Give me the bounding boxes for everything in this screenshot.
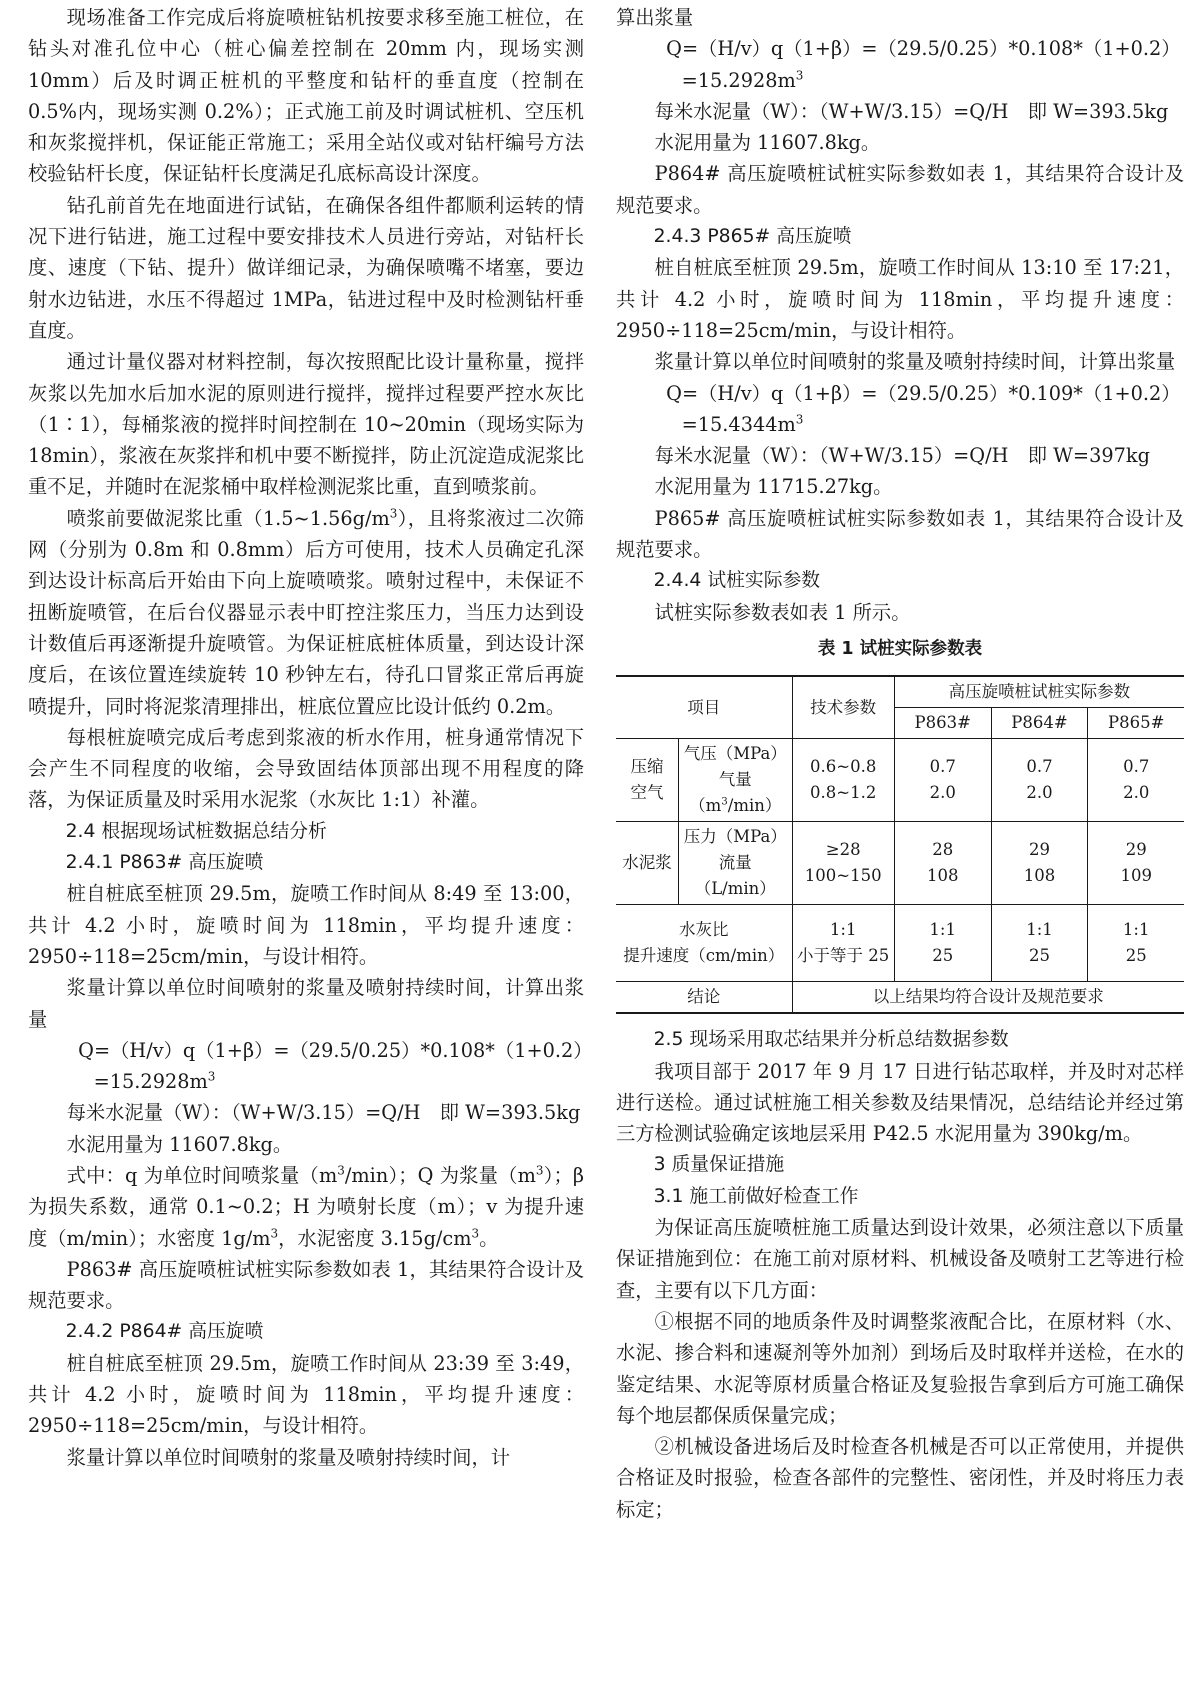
- paragraph: 试桩实际参数表如表 1 所示。: [654, 600, 911, 624]
- table-cell-value: 28 108: [894, 822, 991, 905]
- paragraph: 为保证高压旋喷桩施工质量达到设计效果，必须注意以下质量保证措施到位：在施工前对原材料、机械设备及喷射工艺等进行检查，主要有以下几方面：: [616, 1216, 1184, 1302]
- table-cell-value: 0.7 2.0: [894, 739, 991, 822]
- table-row: [616, 905, 1184, 982]
- formula-result: $=15.2928m^3$: [681, 68, 804, 92]
- subsection-heading: 2.4.1 P863# 高压旋喷: [65, 852, 264, 874]
- table-cell-value: 1:1 25: [1088, 905, 1184, 982]
- table-cell-tech: 0.6~0.8 0.8~1.2: [792, 739, 894, 822]
- section-heading: 3 质量保证措施: [653, 1154, 785, 1176]
- subsection-heading: 2.4.4 试桩实际参数: [653, 570, 821, 592]
- table-cell-value: 0.7 2.0: [1088, 739, 1184, 822]
- formula: 水泥用量为 11607.8kg。: [66, 1132, 293, 1156]
- table-group-label: 压缩 空气: [616, 739, 678, 822]
- table-cell-param: 压力（MPa） 流量（L/min）: [678, 822, 792, 905]
- table-header-item: 项目: [616, 676, 792, 739]
- left-column: [28, 2, 593, 1473]
- paragraph-continuation: 算出浆量: [616, 6, 694, 29]
- subsection-heading: 2.4.3 P865# 高压旋喷: [653, 226, 852, 248]
- table-header-tech: 技术参数: [792, 676, 894, 739]
- table-row: [616, 822, 1184, 905]
- table-header-pile: P864#: [991, 708, 1088, 739]
- formula: Q=（H/v）q（1+β）=（29.5/0.25）*0.108*（1+0.2）: [666, 37, 1181, 61]
- paragraph: 式中：q 为单位时间喷浆量$(m^3/\min)$；Q 为浆量$(m^3)$；β 为损失系数，通常 0.1~0.2；H 为喷射长度（m）；v 为提升速度（m/min）；水密度 $1g/m^3$，水泥密度 $3.15g/cm^3$。: [28, 1163, 584, 1250]
- paragraph: P864# 高压旋喷桩试桩实际参数如表 1，其结果符合设计及规范要求。: [616, 162, 1184, 217]
- table-cell-value: 1:1 25: [991, 905, 1088, 982]
- right-column: [616, 2, 1184, 1525]
- paragraph: 桩自桩底至桩顶 29.5m，旋喷工作时间从 23:39 至 3:49，共计 4.2 小时，旋喷时间为 118min，平均提升速度：2950÷118=25cm/min，与设计相符。: [28, 1351, 584, 1438]
- paragraph: 浆量计算以单位时间喷射的浆量及喷射持续时间，计: [66, 1445, 511, 1469]
- formula: 每米水泥量（W）：（W+W/3.15）=Q/H 即 W=393.5kg: [654, 99, 1169, 123]
- parameter-table: [616, 675, 1184, 1014]
- table-cell-tech: 1:1 小于等于 25: [792, 905, 894, 982]
- table-cell-param: 气压（MPa） 气量$(m^3/\min)$: [678, 739, 792, 822]
- section-heading: 2.5 现场采用取芯结果并分析总结数据参数: [653, 1029, 1009, 1051]
- paragraph: 通过计量仪器对材料控制，每次按照配比设计量称量，搅拌灰浆以先加水后加水泥的原则进行搅拌，搅拌过程要严控水灰比（1∶1），每桶浆液的搅拌时间控制在 10~20min（现场实际为 18min），浆液在灰浆拌和机中要不断搅拌，防止沉淀造成泥浆比重不足，并随时在泥浆桶中取样检测泥浆比重，直到喷浆前。: [28, 350, 584, 499]
- table-cell-value: 29 108: [991, 822, 1088, 905]
- paragraph: ②机械设备进场后及时检查各机械是否可以正常使用，并提供合格证及时报验，检查各部件的完整性、密闭性，并及时将压力表标定；: [616, 1435, 1184, 1521]
- table-group-label: 水泥浆: [616, 822, 678, 905]
- paragraph: 浆量计算以单位时间喷射的浆量及喷射持续时间，计算出浆量: [28, 976, 584, 1031]
- table-cell-value: 0.7 2.0: [991, 739, 1088, 822]
- table-cell-param: 水灰比 提升速度（cm/min）: [616, 905, 792, 982]
- paragraph: 钻孔前首先在地面进行试钻，在确保各组件都顺利运转的情况下进行钻进，施工过程中要安排技术人员进行旁站，对钻杆长度、速度（下钻、提升）做详细记录，为确保喷嘴不堵塞，要边射水边钻进，水压不得超过 1MPa，钻进过程中及时检测钻杆垂直度。: [28, 193, 584, 342]
- paragraph: 桩自桩底至桩顶 29.5m，旋喷工作时间从 8:49 至 13:00，共计 4.2 小时，旋喷时间为 118min，平均提升速度：2950÷118=25cm/min，与设计相符。: [28, 882, 584, 968]
- table-row: [616, 739, 1184, 822]
- formula: Q=（H/v）q（1+β）=（29.5/0.25）*0.109*（1+0.2）: [666, 381, 1181, 405]
- paragraph: 喷浆前要做泥浆比重$(1.5\sim 1.56g/m^3)$，且将浆液过二次筛网（分别为 0.8m 和 0.8mm）后方可使用，技术人员确定孔深到达设计标高后开始由下向上旋喷喷浆。喷射过程中，未保证不扭断旋喷管，在后台仪器显示表中盯控注浆压力，当压力达到设计数值后再逐渐提升旋喷管。为保证桩底桩体质量，到达设计深度后，在该位置连续旋转 10 秒钟左右，待孔口冒浆正常后再旋喷提升，同时将泥浆清理排出，桩底位置应比设计低约 0.2m。: [28, 506, 584, 718]
- formula: 每米水泥量（W）：（W+W/3.15）=Q/H 即 W=397kg: [654, 444, 1150, 468]
- paragraph: 浆量计算以单位时间喷射的浆量及喷射持续时间，计算出浆量: [654, 350, 1176, 374]
- table-caption: 表 1 试桩实际参数表: [817, 638, 983, 659]
- formula-result: $=15.4344m^3$: [681, 412, 804, 436]
- table-conclusion-text: 以上结果均符合设计及规范要求: [792, 982, 1184, 1014]
- section-heading: 2.4 根据现场试桩数据总结分析: [65, 820, 327, 842]
- table-header-pile: P865#: [1088, 708, 1184, 739]
- paragraph: 桩自桩底至桩顶 29.5m，旋喷工作时间从 13:10 至 17:21，共计 4.2 小时，旋喷时间为 118min，平均提升速度：2950÷118=25cm/min，与设计相符。: [616, 256, 1184, 342]
- subsection-heading: 2.4.2 P864# 高压旋喷: [65, 1321, 264, 1343]
- table-cell-tech: ≥28 100~150: [792, 822, 894, 905]
- paragraph: ①根据不同的地质条件及时调整浆液配合比，在原材料（水、水泥、掺合料和速凝剂等外加剂）到场后及时取样并送检，在水的鉴定结果、水泥等原材质量合格证及复验报告拿到后方可施工确保每个地层都保质保量完成；: [616, 1309, 1184, 1427]
- table-conclusion-label: 结论: [616, 982, 792, 1014]
- formula: 水泥用量为 11715.27kg。: [654, 475, 893, 499]
- subsection-heading: 3.1 施工前做好检查工作: [653, 1185, 859, 1207]
- paragraph: 每根桩旋喷完成后考虑到浆液的析水作用，桩身通常情况下会产生不同程度的收缩，会导致固结体顶部出现不用程度的降落，为保证质量及时采用水泥浆（水灰比 1:1）补灌。: [28, 725, 584, 812]
- formula: 水泥用量为 11607.8kg。: [654, 131, 881, 155]
- paragraph: 我项目部于 2017 年 9 月 17 日进行钻芯取样，并及时对芯样进行送检。通过试桩施工相关参数及结果情况，总结结论并经过第三方检测试验确定该地层采用 P42.5 水泥用量为 390kg/m。: [616, 1059, 1184, 1146]
- formula: Q=（H/v）q（1+β）=（29.5/0.25）*0.108*（1+0.2）: [78, 1038, 593, 1062]
- paragraph: P865# 高压旋喷桩试桩实际参数如表 1，其结果符合设计及规范要求。: [616, 506, 1184, 562]
- table-header-pile: P863#: [894, 708, 991, 739]
- paragraph: 现场准备工作完成后将旋喷桩钻机按要求移至施工桩位，在钻头对准孔位中心（桩心偏差控制在 20mm 内，现场实测 10mm）后及时调正桩机的平整度和钻杆的垂直度（控制在 0.5%内，现场实测 0.2%）；正式施工前及时调试桩机、空压机和灰浆搅拌机，保证能正常施工；采用全站仪或对钻杆编号方法校验钻杆长度，保证钻杆长度满足孔底标高设计深度。: [28, 6, 584, 186]
- table-cell-value: 29 109: [1088, 822, 1184, 905]
- table-header-row: [616, 676, 1184, 708]
- formula-result: $=15.2928m^3$: [93, 1069, 216, 1094]
- table-row: [616, 982, 1184, 1014]
- table-header-actual: 高压旋喷桩试桩实际参数: [894, 676, 1184, 708]
- paragraph: P863# 高压旋喷桩试桩实际参数如表 1，其结果符合设计及规范要求。: [28, 1257, 584, 1313]
- formula: 每米水泥量（W）：（W+W/3.15）=Q/H 即 W=393.5kg: [66, 1101, 581, 1125]
- table-cell-value: 1:1 25: [894, 905, 991, 982]
